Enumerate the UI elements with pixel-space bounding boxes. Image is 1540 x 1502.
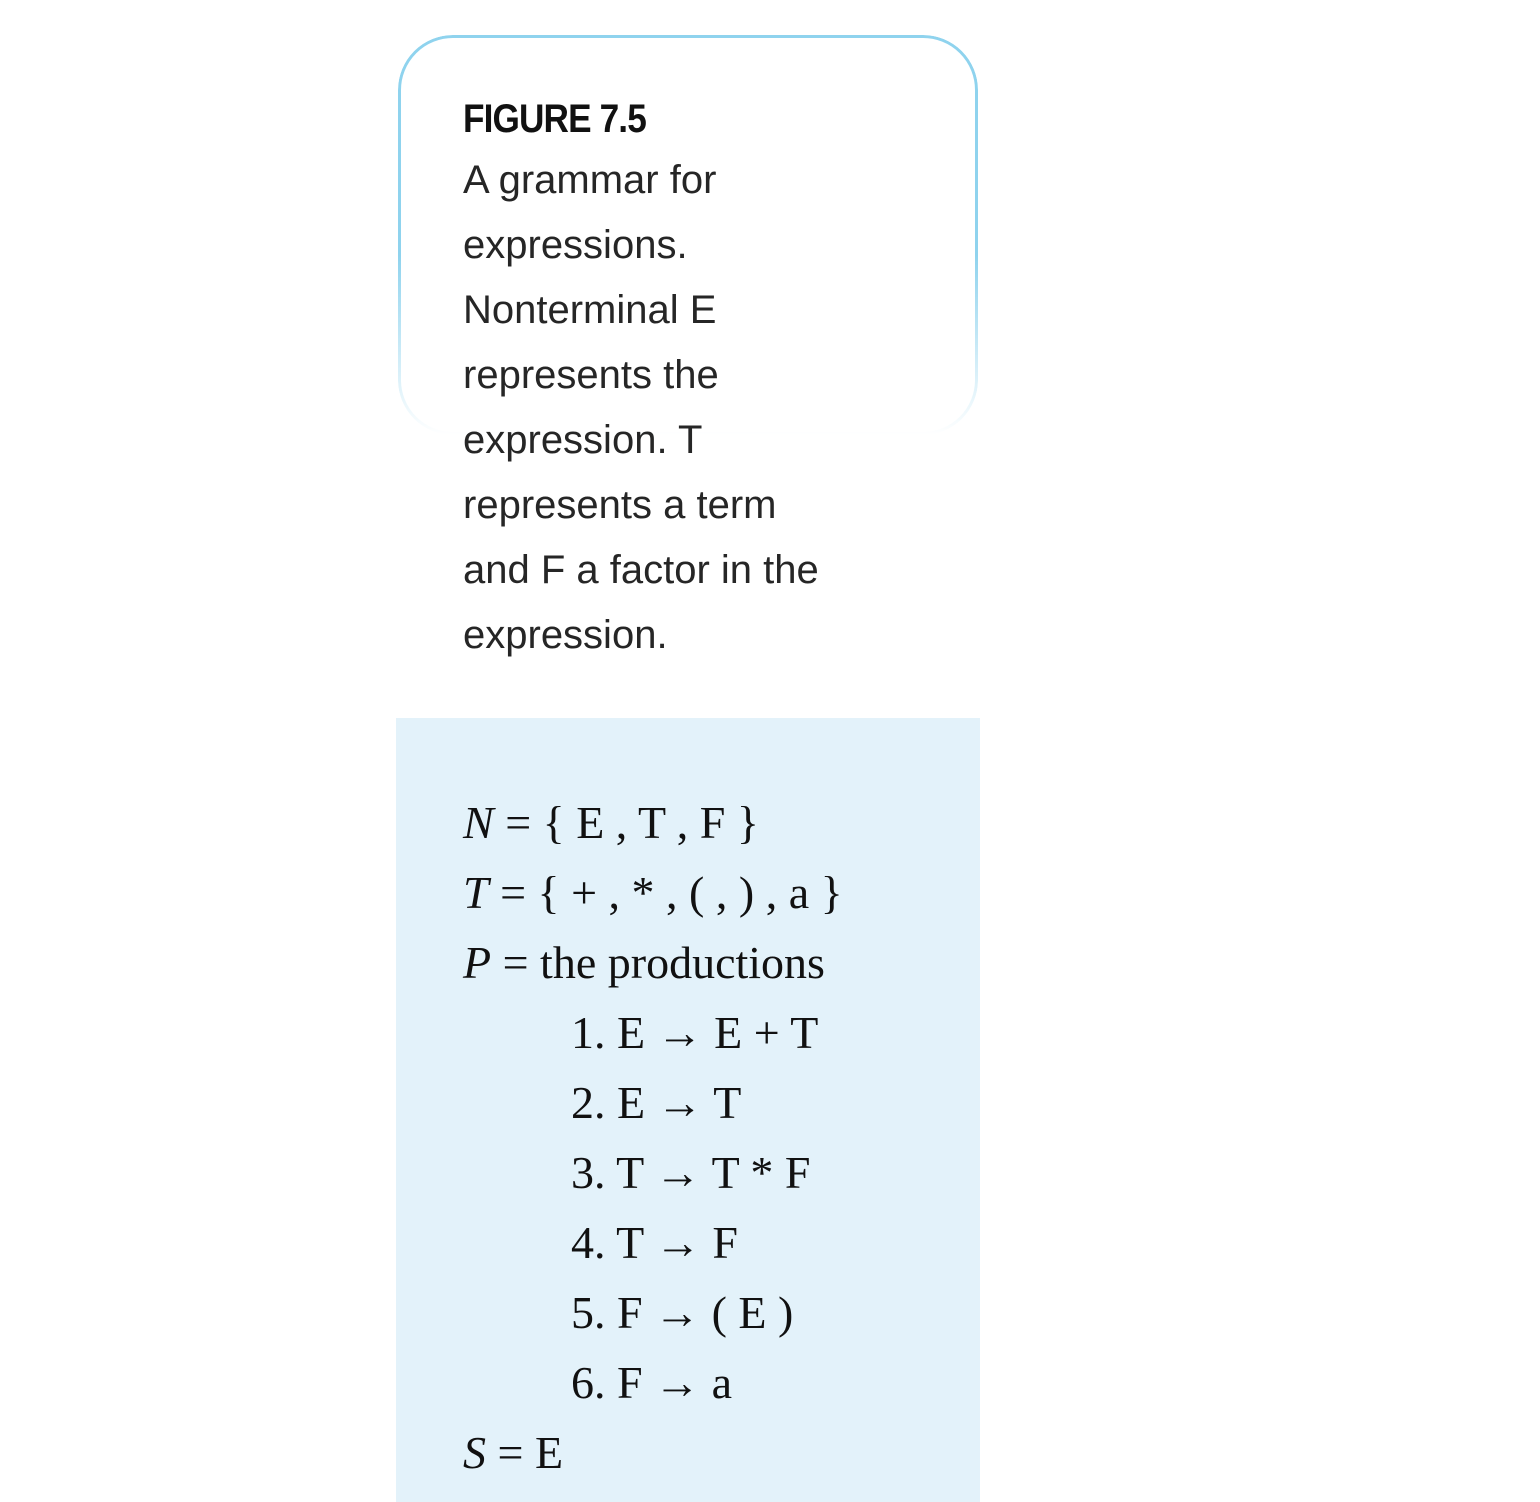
caption-line: A grammar for [463,158,717,202]
start-symbol: S [463,1427,486,1478]
nonterminals-set: = { E , T , F } [493,797,759,848]
caption-line: expression. [463,613,668,657]
terminals-symbol: T [463,867,489,918]
grammar-definition [463,788,843,1488]
figure-caption [463,90,923,668]
nonterminals-symbol: N [463,797,494,848]
figure-label: FIGURE 7.5 [463,97,646,141]
terminals-set: = { + , * , ( , ) , a } [488,867,843,918]
production-rule: 6. F → a [571,1357,732,1408]
caption-line: Nonterminal E [463,288,717,332]
start-symbol-value: = E [486,1427,564,1478]
production-rule: 5. F → ( E ) [571,1287,794,1338]
production-rule: 2. E → T [571,1077,742,1128]
start-symbol-line [463,1418,843,1488]
productions-header-line [463,928,843,998]
productions-header-text: = the productions [491,937,825,988]
caption-line: represents the [463,353,719,397]
terminals-line [463,858,843,928]
production-rule: 1. E → E + T [571,1007,819,1058]
caption-line: represents a term [463,483,777,527]
nonterminals-line [463,788,843,858]
caption-line: and F a factor in the [463,548,819,592]
production-rule: 3. T → T * F [571,1147,811,1198]
productions-symbol: P [463,937,492,988]
caption-line: expression. T [463,418,703,462]
production-rule: 4. T → F [571,1217,739,1268]
caption-line: expressions. [463,223,688,267]
